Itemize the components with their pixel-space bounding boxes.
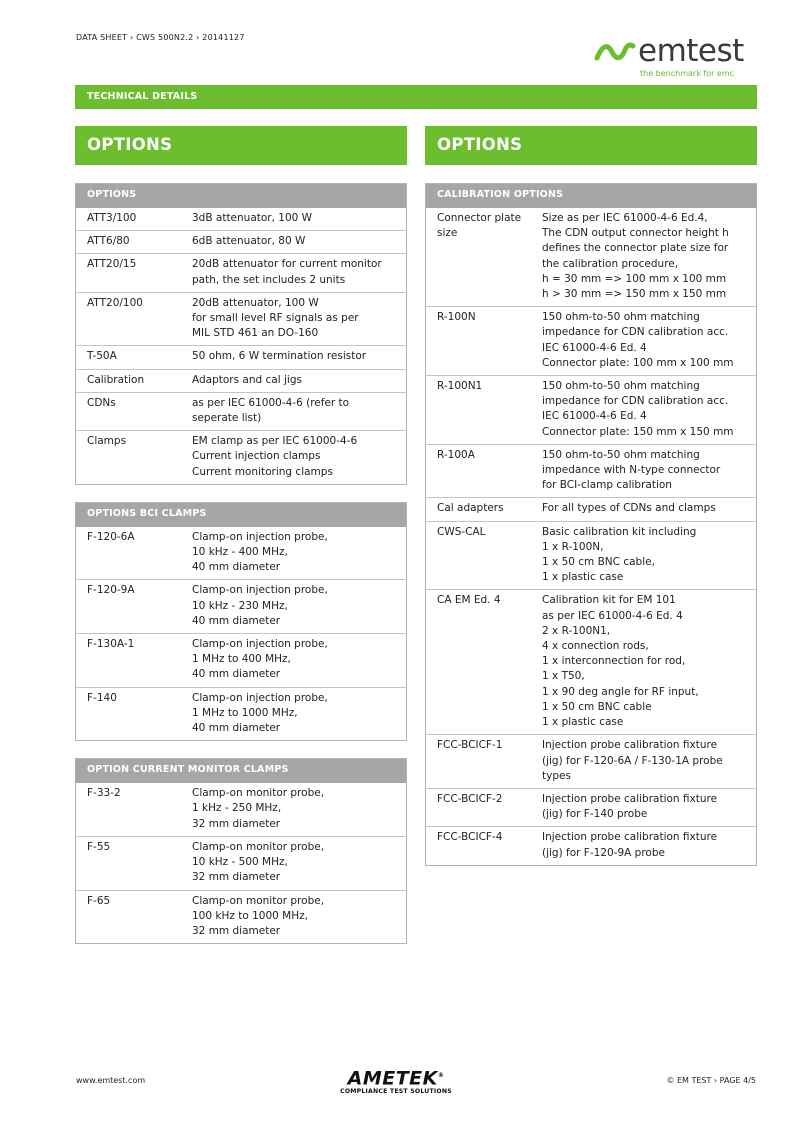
table-row [76, 230, 406, 253]
emtest-wave-icon [594, 40, 636, 62]
table-row [426, 375, 756, 444]
breadcrumb: DATA SHEET › CWS 500N2.2 › 20141127 [76, 33, 245, 42]
option-description: as per IEC 61000-4-6 (refer to seperate list) [192, 396, 350, 425]
option-code: R-100N1 [437, 380, 483, 393]
table-row [426, 521, 756, 590]
right-column [425, 126, 757, 883]
ametek-wordmark: AMETEK [347, 1067, 438, 1090]
option-description: For all types of CDNs and clamps [542, 502, 716, 515]
left-table-0 [75, 183, 407, 485]
option-description: Injection probe calibration fixture (jig) for F-140 probe [542, 792, 718, 821]
option-description: Basic calibration kit including 1 x R-100N, 1 x 50 cm BNC cable, 1 x plastic case [542, 525, 697, 584]
option-description: Calibration kit for EM 101 as per IEC 61000-4-6 Ed. 4 2 x R-100N1, 4 x connection rods, 1 x interconnection for rod, 1 x T50, 1 x 90 deg angle for RF input, 1 x 50 cm BNC cable 1 x plastic case [542, 594, 699, 729]
table-row [76, 292, 406, 346]
table-row [426, 788, 756, 826]
option-code: ATT20/100 [87, 296, 143, 309]
option-description: EM clamp as per IEC 61000-4-6 Current injection clamps Current monitoring clamps [192, 435, 358, 478]
right-heading: OPTIONS [425, 126, 757, 165]
table-header: CALIBRATION OPTIONS [426, 184, 756, 208]
table-row [76, 783, 406, 836]
option-description: Clamp-on monitor probe, 100 kHz to 1000 MHz, 32 mm diameter [192, 894, 325, 937]
table-row [76, 253, 406, 291]
option-code: F-120-9A [87, 584, 135, 597]
option-description: 6dB attenuator, 80 W [192, 235, 306, 248]
table-row [426, 497, 756, 520]
logo-wordmark: emtest [638, 33, 744, 69]
option-code: FCC-BCICF-2 [437, 792, 503, 805]
option-code: Cal adapters [437, 502, 504, 515]
logo-tagline: the benchmark for emc [640, 69, 735, 78]
table-row [426, 208, 756, 306]
right-table-0 [425, 183, 757, 866]
option-description: 150 ohm-to-50 ohm matching impedance for CDN calibration acc. IEC 61000-4-6 Ed. 4 Connector plate: 150 mm x 150 mm [542, 380, 734, 438]
option-description: Clamp-on monitor probe, 1 kHz - 250 MHz, 32 mm diameter [192, 787, 325, 830]
option-code: Connector plate size [437, 212, 522, 240]
left-heading: OPTIONS [75, 126, 407, 165]
option-description: 150 ohm-to-50 ohm matching impedance for CDN calibration acc. IEC 61000-4-6 Ed. 4 Connector plate: 100 mm x 100 mm [542, 311, 734, 369]
option-code: R-100A [437, 448, 475, 461]
footer-page-number: © EM TEST › PAGE 4/5 [666, 1076, 756, 1085]
option-code: Clamps [87, 435, 127, 448]
option-description: Injection probe calibration fixture (jig) for F-120-9A probe [542, 831, 718, 859]
left-column [75, 126, 407, 961]
table-row [76, 687, 406, 741]
option-description: 20dB attenuator, 100 W for small level RF signals as per MIL STD 461 an DO-160 [192, 296, 359, 340]
table-row [76, 345, 406, 368]
option-code: F-120-6A [87, 530, 135, 543]
option-description: 150 ohm-to-50 ohm matching impedance with N-type connector for BCI-clamp calibration [542, 448, 721, 492]
table-row [76, 208, 406, 230]
table-header: OPTIONS [76, 184, 406, 208]
option-code: F-33-2 [87, 787, 121, 800]
table-row [76, 579, 406, 633]
table-row [76, 836, 406, 890]
table-header: OPTION CURRENT MONITOR CLAMPS [76, 759, 406, 783]
table-row [76, 369, 406, 392]
table-row [426, 734, 756, 788]
option-code: F-55 [87, 840, 111, 853]
option-description: 3dB attenuator, 100 W [192, 212, 313, 224]
table-row [76, 392, 406, 430]
option-code: F-130A-1 [87, 638, 135, 651]
option-description: Size as per IEC 61000-4-6 Ed.4, The CDN output connector height h defines the connector plate size for the calibration procedure, h = 30 mm => 100 mm x 100 mm h > 30 mm => 150 mm x 150 mm [542, 212, 729, 301]
option-code: CDNs [87, 396, 116, 409]
emtest-logo [594, 34, 756, 82]
table-row [76, 527, 406, 580]
table-header: OPTIONS BCI CLAMPS [76, 503, 406, 527]
option-code: F-65 [87, 894, 111, 907]
option-code: ATT6/80 [87, 235, 130, 248]
table-row [76, 890, 406, 944]
option-code: R-100N [437, 311, 476, 324]
option-code: CA EM Ed. 4 [437, 594, 501, 607]
option-code: T-50A [87, 350, 117, 363]
option-code: CWS-CAL [437, 525, 486, 538]
option-description: 20dB attenuator for current monitor path, the set includes 2 units [192, 258, 382, 286]
option-code: Calibration [87, 373, 145, 386]
ametek-subtitle: COMPLIANCE TEST SOLUTIONS [340, 1088, 452, 1096]
option-description: Clamp-on injection probe, 1 MHz to 400 MHz, 40 mm diameter [192, 638, 328, 681]
option-description: Clamp-on injection probe, 10 kHz - 230 MHz, 40 mm diameter [192, 584, 328, 627]
option-code: ATT3/100 [87, 212, 137, 224]
option-code: F-140 [87, 691, 117, 704]
ametek-logo [331, 1066, 461, 1095]
option-description: Clamp-on injection probe, 10 kHz - 400 MHz, 40 mm diameter [192, 530, 328, 574]
table-row [426, 589, 756, 734]
ametek-registered: ® [437, 1072, 445, 1079]
table-row [76, 430, 406, 484]
table-row [76, 633, 406, 687]
option-description: Clamp-on injection probe, 1 MHz to 1000 MHz, 40 mm diameter [192, 691, 328, 735]
table-row [426, 826, 756, 864]
option-description: Clamp-on monitor probe, 10 kHz - 500 MHz, 32 mm diameter [192, 840, 325, 884]
option-code: ATT20/15 [87, 258, 137, 271]
option-description: 50 ohm, 6 W termination resistor [192, 350, 367, 363]
table-row [426, 444, 756, 498]
left-table-1 [75, 502, 407, 741]
footer-website: www.emtest.com [76, 1076, 146, 1085]
table-row [426, 306, 756, 375]
left-table-2 [75, 758, 407, 944]
option-code: FCC-BCICF-1 [437, 739, 503, 752]
option-description: Injection probe calibration fixture (jig) for F-120-6A / F-130-1A probe types [542, 739, 723, 782]
option-description: Adaptors and cal jigs [192, 373, 302, 386]
section-title-bar: TECHNICAL DETAILS [75, 85, 757, 109]
option-code: FCC-BCICF-4 [437, 831, 503, 844]
